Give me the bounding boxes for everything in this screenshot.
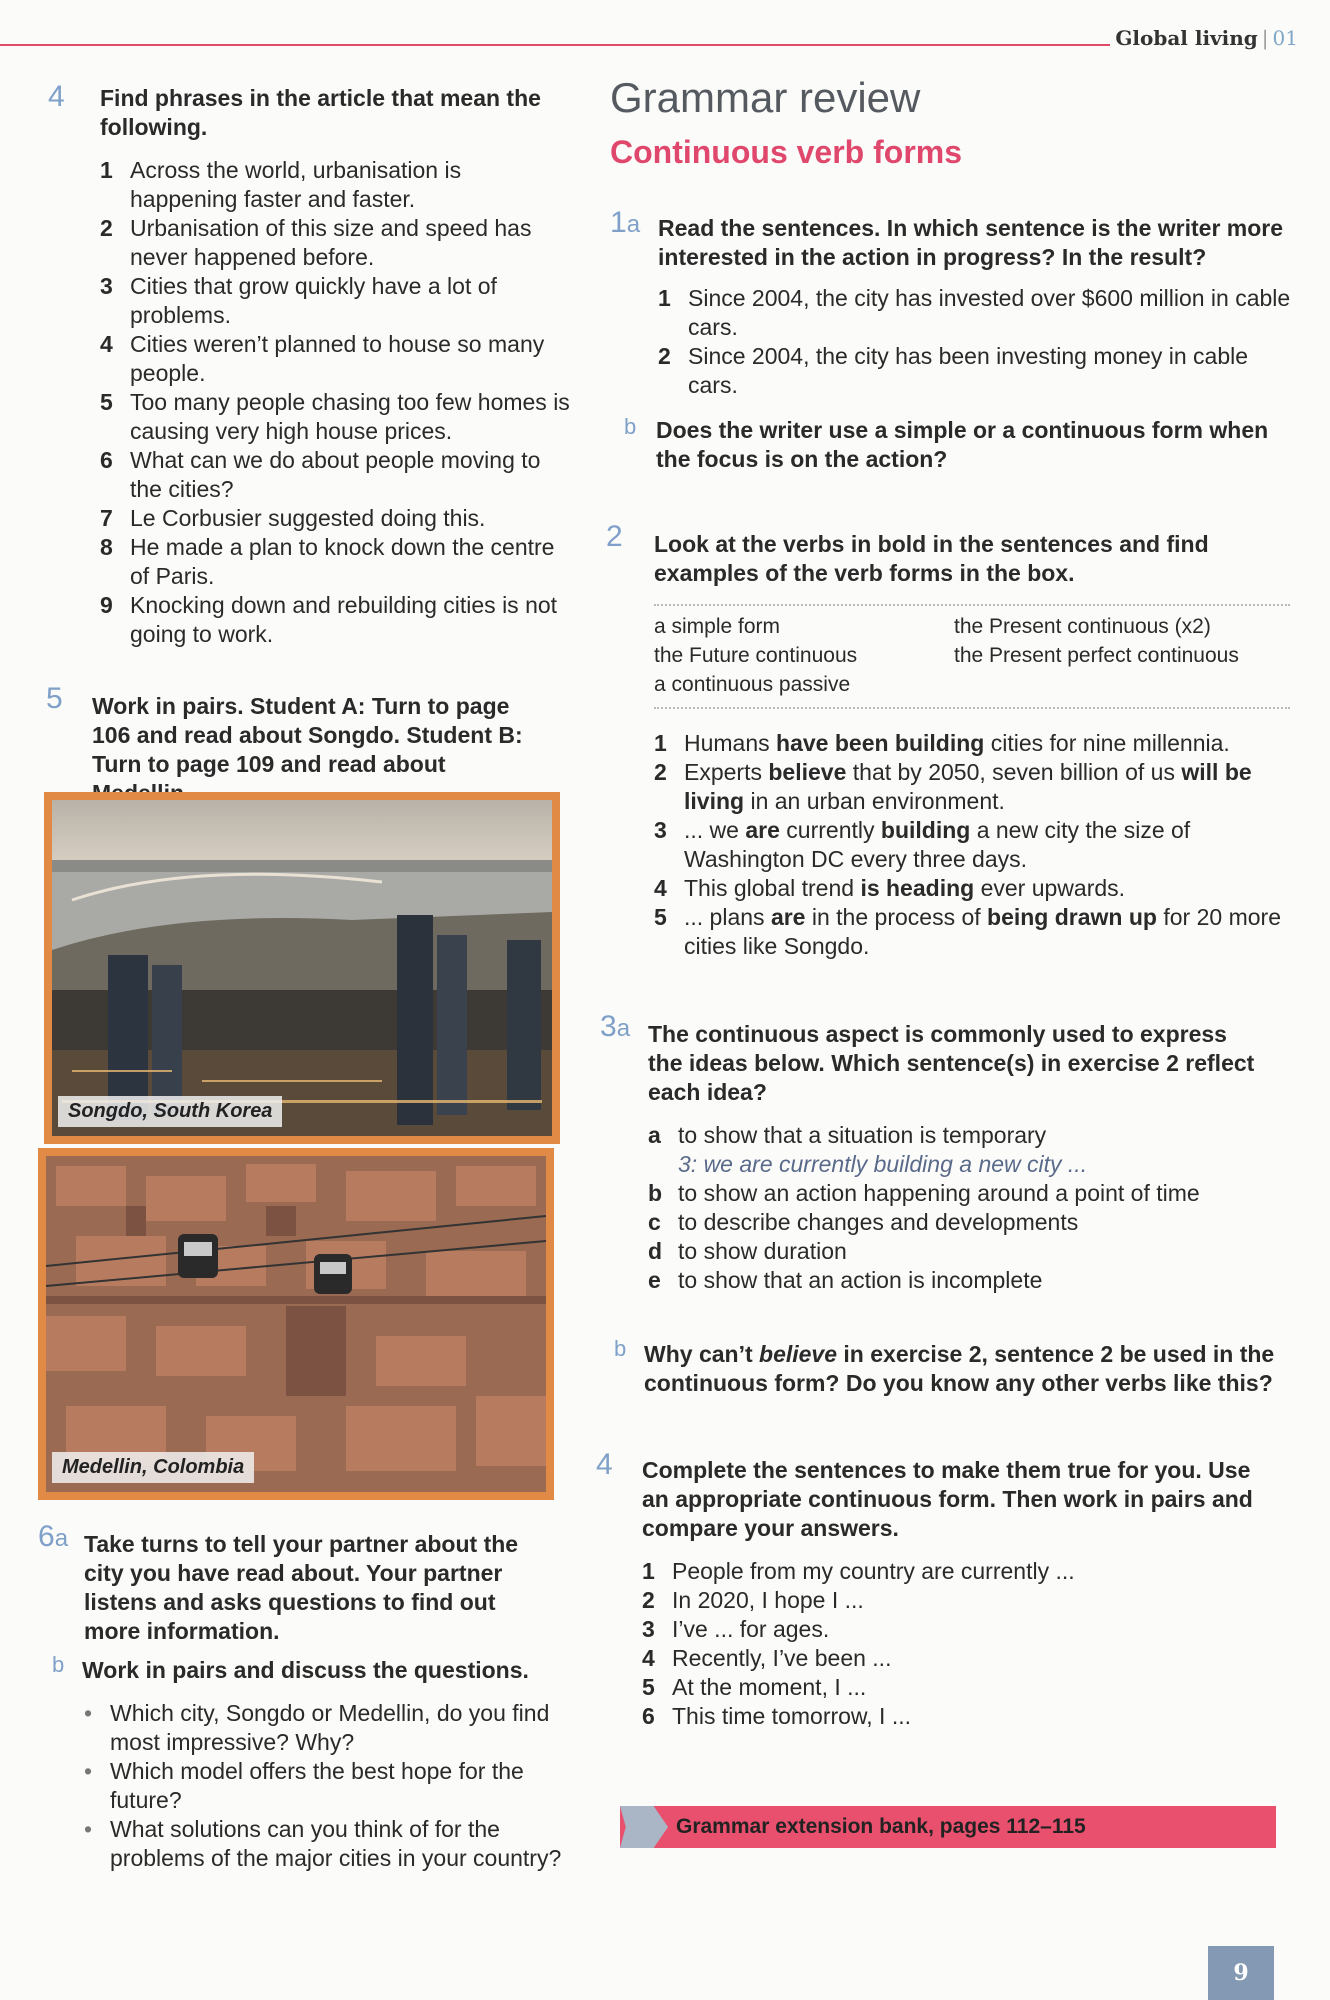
exercise-number-digit: 1 xyxy=(610,206,627,239)
bold-verb: will be living xyxy=(684,759,1252,814)
exercise-letter: b xyxy=(614,1336,627,1361)
grammar-extension-bank-banner xyxy=(620,1806,1276,1848)
sentence-list xyxy=(654,729,1290,961)
list-item xyxy=(654,758,1290,816)
item-number: 5 xyxy=(642,1674,655,1700)
box-item: the Present continuous (x2) xyxy=(954,615,1211,638)
list-item xyxy=(100,533,570,591)
item-number: 6 xyxy=(642,1703,655,1729)
exercise-letter: a xyxy=(626,211,641,238)
example-answer: 3: we are currently building a new city ... xyxy=(678,1151,1088,1177)
arrow-icon xyxy=(620,1806,668,1848)
item-text: This time tomorrow, I ... xyxy=(672,1703,911,1729)
item-text: People from my country are currently ... xyxy=(672,1558,1075,1584)
item-text: Cities weren’t planned to house so many people. xyxy=(130,331,545,386)
list-item xyxy=(642,1557,1262,1586)
bold-verb: is heading xyxy=(860,875,975,901)
header-title: Global living xyxy=(1115,26,1258,50)
bold-verb: have been building xyxy=(776,730,985,756)
exercise-2 xyxy=(654,530,1290,961)
idea-list xyxy=(648,1121,1258,1295)
medellin-illustration xyxy=(46,1156,546,1492)
item-text: to show an action happening around a point of time xyxy=(678,1180,1200,1206)
songdo-illustration xyxy=(52,800,552,1136)
list-item xyxy=(642,1673,1262,1702)
exercise-letter: a xyxy=(54,1525,69,1552)
sentence-text: This global trend xyxy=(684,875,861,901)
box-item: the Present perfect continuous xyxy=(954,644,1239,667)
photo-medellin xyxy=(38,1148,554,1500)
item-number: 1 xyxy=(658,285,671,311)
list-item xyxy=(648,1266,1258,1295)
item-number: 3 xyxy=(654,817,667,843)
list-item xyxy=(100,388,570,446)
exercise-number xyxy=(600,1010,630,1044)
photo-caption: Songdo, South Korea xyxy=(58,1096,282,1127)
exercise-4 xyxy=(100,84,570,649)
bold-verb: are xyxy=(745,817,780,843)
list-item: • Which city, Songdo or Medellin, do you find most impressive? Why? xyxy=(82,1699,562,1757)
list-item xyxy=(642,1615,1262,1644)
box-item: the Future continuous xyxy=(654,644,858,667)
exercise-number: 2 xyxy=(606,520,623,553)
list-item xyxy=(100,330,570,388)
item-text: Knocking down and rebuilding cities is not going to work. xyxy=(130,592,558,647)
item-text: to describe changes and developments xyxy=(678,1209,1079,1235)
section-title: Grammar review xyxy=(610,74,921,121)
instruction-text: in exercise 2, sentence 2 be used in the continuous form? Do you know any other verbs like this? xyxy=(644,1341,1275,1396)
list-item xyxy=(658,284,1298,342)
banner-label: Grammar extension bank, pages 112–115 xyxy=(676,1815,1086,1838)
bold-verb: believe xyxy=(768,759,847,785)
item-number: 3 xyxy=(100,273,113,299)
bold-verb: being drawn up xyxy=(987,904,1157,930)
list-item xyxy=(654,874,1290,903)
list-item: • What solutions can you think of for the problems of the major cities in your country? xyxy=(82,1815,562,1873)
italic-word: believe xyxy=(759,1341,838,1367)
item-number: 7 xyxy=(100,505,113,531)
exercise-list xyxy=(100,156,570,649)
box-item: a simple form xyxy=(654,615,781,638)
exercise-number: 4 xyxy=(48,80,65,113)
exercise-instruction: Work in pairs and discuss the questions. xyxy=(82,1657,529,1683)
list-item xyxy=(654,903,1290,961)
header-rule xyxy=(0,44,1110,46)
exercise-4-right xyxy=(642,1456,1262,1731)
bold-verb: building xyxy=(880,817,971,843)
item-number: 2 xyxy=(654,759,667,785)
photo-caption: Medellin, Colombia xyxy=(52,1452,254,1483)
item-text: He made a plan to knock down the centre of Paris. xyxy=(130,534,555,589)
item-text: What can we do about people moving to the cities? xyxy=(130,447,541,502)
list-item xyxy=(100,591,570,649)
exercise-1a xyxy=(658,214,1298,400)
item-text: Le Corbusier suggested doing this. xyxy=(130,505,486,531)
sentence-text: ... we xyxy=(684,817,746,843)
item-number: 8 xyxy=(100,534,113,560)
item-text: Since 2004, the city has invested over $600 million in cable cars. xyxy=(688,285,1291,340)
list-item xyxy=(100,446,570,504)
item-text: Since 2004, the city has been investing money in cable cars. xyxy=(688,343,1249,398)
exercise-6b xyxy=(82,1656,562,1873)
exercise-number-digit: 3 xyxy=(600,1010,617,1043)
list-item xyxy=(654,729,1290,758)
item-letter: b xyxy=(648,1180,663,1206)
list-item xyxy=(100,272,570,330)
running-header xyxy=(1115,26,1298,50)
sentence-text: a new city the size of Washington DC every three days. xyxy=(684,817,1191,872)
exercise-letter: b xyxy=(624,414,637,439)
list-item xyxy=(100,156,570,214)
list-item xyxy=(100,504,570,533)
item-text: In 2020, I hope I ... xyxy=(672,1587,864,1613)
sentence-text: cities for nine millennia. xyxy=(984,730,1230,756)
item-number: 4 xyxy=(100,331,113,357)
item-letter: d xyxy=(648,1238,663,1264)
verb-forms-box xyxy=(654,604,1290,709)
exercise-number: 5 xyxy=(46,682,63,715)
exercise-letter: b xyxy=(52,1652,65,1677)
list-item xyxy=(658,342,1298,400)
list-item: • Which model offers the best hope for the future? xyxy=(82,1757,562,1815)
item-text: to show that an action is incomplete xyxy=(678,1267,1043,1293)
question-list xyxy=(82,1699,562,1873)
instruction-text: Why can’t xyxy=(644,1341,760,1367)
item-letter: c xyxy=(648,1209,661,1235)
exercise-1b-instruction: Does the writer use a simple or a continuous form when the focus is on the action? xyxy=(656,417,1269,472)
item-number: 2 xyxy=(658,343,671,369)
item-text: to show that a situation is temporary xyxy=(678,1122,1047,1148)
list-item xyxy=(648,1208,1258,1237)
sentence-text: in the process of xyxy=(805,904,988,930)
exercise-3a xyxy=(648,1020,1258,1295)
item-number: 9 xyxy=(100,592,113,618)
sentence-text: Humans xyxy=(684,730,777,756)
exercise-instruction: Look at the verbs in bold in the sentences and find examples of the verb forms in the box. xyxy=(654,531,1209,586)
sentence-text: currently xyxy=(779,817,881,843)
item-number: 1 xyxy=(642,1558,655,1584)
exercise-number: 4 xyxy=(596,1448,613,1481)
list-item xyxy=(642,1644,1262,1673)
exercise-3b-instruction xyxy=(644,1340,1284,1398)
item-text: Cities that grow quickly have a lot of problems. xyxy=(130,273,497,328)
exercise-letter: a xyxy=(616,1015,631,1042)
list-item xyxy=(642,1702,1262,1731)
item-text: Urbanisation of this size and speed has never happened before. xyxy=(130,215,532,270)
photo-songdo xyxy=(44,792,560,1144)
sentence-text: in an urban environment. xyxy=(744,788,1005,814)
exercise-number xyxy=(38,1520,68,1554)
item-number: 5 xyxy=(100,389,113,415)
item-number: 6 xyxy=(100,447,113,473)
item-number: 5 xyxy=(654,904,667,930)
photo-frame xyxy=(52,800,552,1136)
list-item xyxy=(654,816,1290,874)
bold-verb: are xyxy=(770,904,806,930)
sentence-text: for 20 more cities like Songdo. xyxy=(684,904,1281,959)
exercise-number xyxy=(610,206,640,240)
item-letter: a xyxy=(648,1122,661,1148)
list-item xyxy=(100,214,570,272)
exercise-5-instruction: Work in pairs. Student A: Turn to page 106 and read about Songdo. Student B: Turn to page 109 and read about xyxy=(92,693,523,777)
exercise-instruction: Read the sentences. In which sentence is the writer more interested in the action in progress? In the result? xyxy=(658,215,1284,270)
item-text: Recently, I’ve been ... xyxy=(672,1645,892,1671)
item-text: to show duration xyxy=(678,1238,847,1264)
item-text: At the moment, I ... xyxy=(672,1674,867,1700)
item-letter: e xyxy=(648,1267,661,1293)
list-item xyxy=(642,1586,1262,1615)
exercise-6a-instruction: Take turns to tell your partner about the city you have read about. Your partner listens and asks questions to find out more information. xyxy=(84,1531,519,1644)
item-text: Across the world, urbanisation is happening faster and faster. xyxy=(130,157,462,212)
exercise-instruction: Complete the sentences to make them true for you. Use an appropriate continuous form. Then work in pairs and compare your answers. xyxy=(642,1457,1253,1541)
item-text: I’ve ... for ages. xyxy=(672,1616,830,1642)
list-item xyxy=(648,1121,1258,1179)
item-number: 4 xyxy=(654,875,667,901)
page-number: 9 xyxy=(1208,1946,1274,2000)
item-number: 1 xyxy=(100,157,113,183)
item-number: 2 xyxy=(642,1587,655,1613)
item-number: 3 xyxy=(642,1616,655,1642)
item-number: 1 xyxy=(654,730,667,756)
header-separator: | xyxy=(1261,26,1269,50)
exercise-instruction: The continuous aspect is commonly used to express the ideas below. Which sentence(s) in exercise 2 reflect each idea? xyxy=(648,1021,1255,1105)
sentence-text: Experts xyxy=(684,759,769,785)
sentence-text: ever upwards. xyxy=(974,875,1126,901)
photo-frame xyxy=(46,1156,546,1492)
sentence-text: ... plans xyxy=(684,904,771,930)
item-number: 4 xyxy=(642,1645,655,1671)
exercise-list xyxy=(658,284,1298,400)
exercise-list xyxy=(642,1557,1262,1731)
sentence-text: that by 2050, seven billion of us xyxy=(846,759,1182,785)
item-text: Too many people chasing too few homes is causing very high house prices. xyxy=(130,389,570,444)
box-item: a continuous passive xyxy=(654,673,851,696)
exercise-instruction: Find phrases in the article that mean the following. xyxy=(100,85,541,140)
exercise-number-digit: 6 xyxy=(38,1520,55,1553)
list-item xyxy=(648,1179,1258,1208)
header-unit: 01 xyxy=(1272,26,1298,50)
list-item xyxy=(648,1237,1258,1266)
section-subtitle: Continuous verb forms xyxy=(610,134,963,170)
item-number: 2 xyxy=(100,215,113,241)
